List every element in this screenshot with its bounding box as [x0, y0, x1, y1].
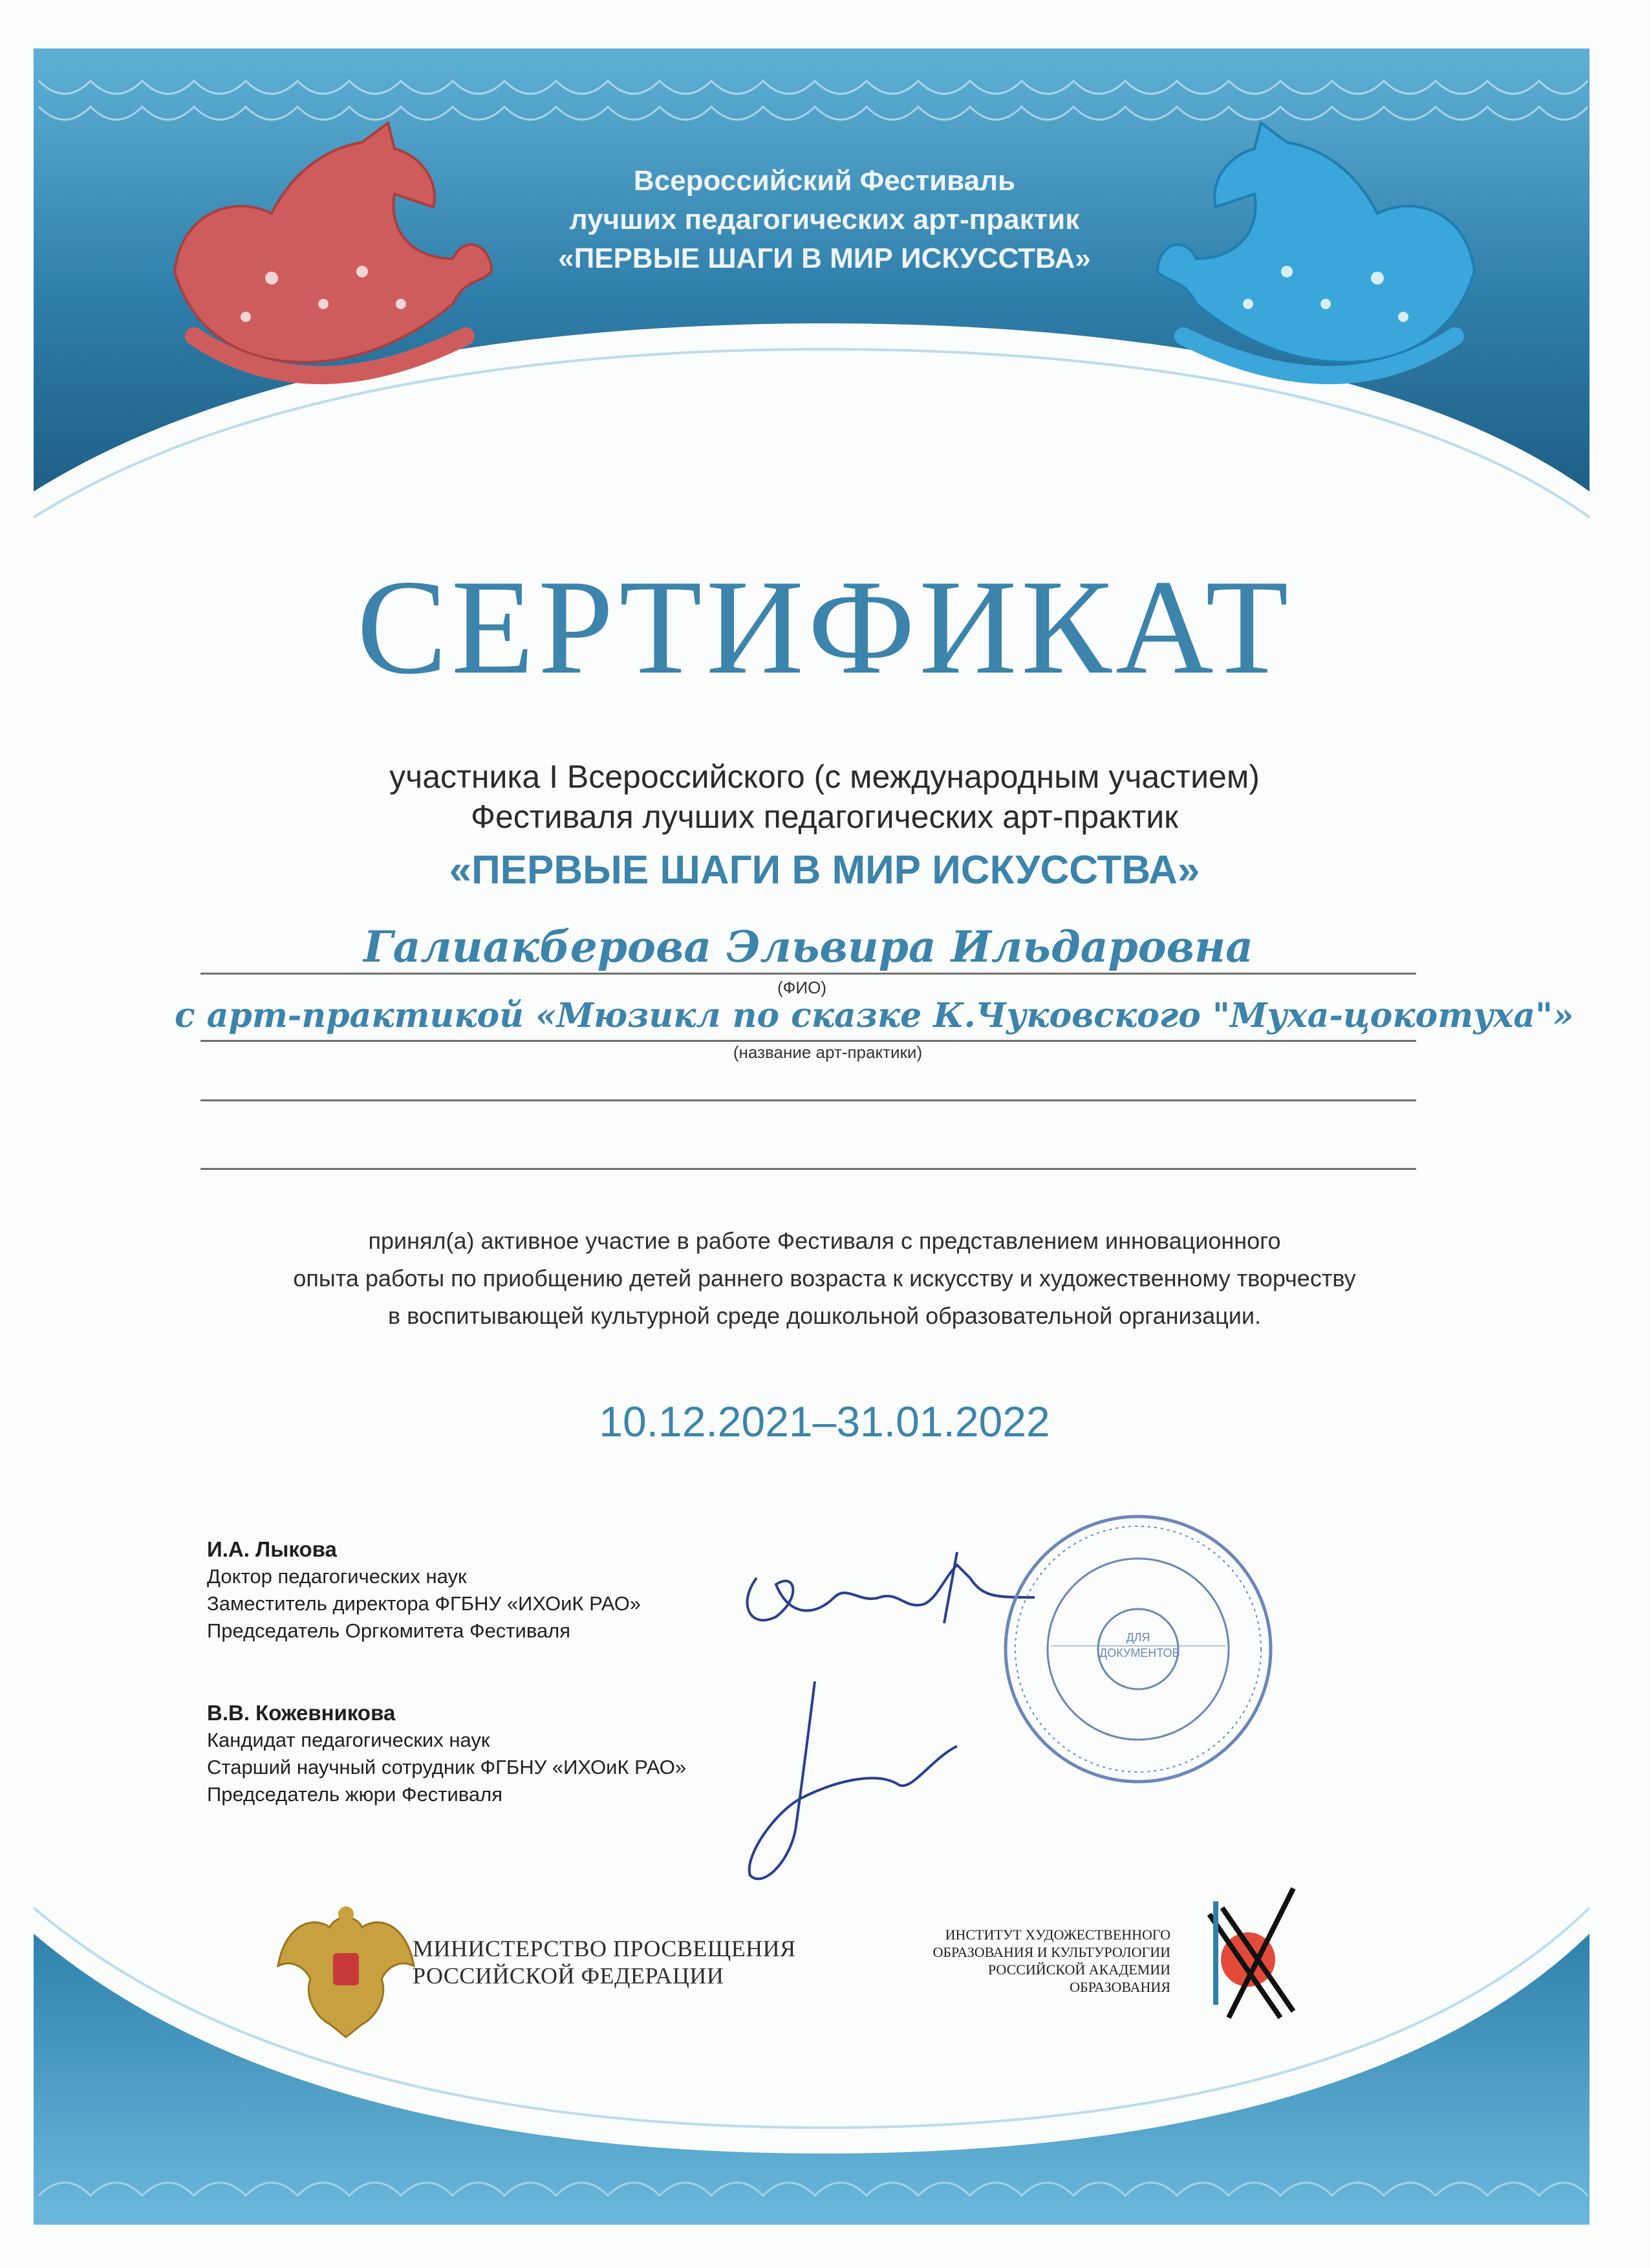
signatory-1-name: И.А. Лыкова — [207, 1537, 337, 1561]
participant-name: Галиакберова Эльвира Ильдаровна — [363, 922, 1253, 972]
institute-name — [860, 1926, 1170, 1996]
intro-line-2: Фестиваля лучших педагогических арт-практик — [470, 799, 1179, 835]
signatory-1-degree: Доктор педагогических наук — [207, 1565, 467, 1588]
name-underline — [200, 973, 1416, 975]
festival-header-title — [401, 162, 1248, 278]
signatory-2-degree: Кандидат педагогических наук — [207, 1729, 490, 1751]
festival-header-line2: лучших педагогических арт-практик — [569, 204, 1080, 235]
institute-logo-icon — [1209, 1888, 1293, 2018]
festival-header-line1: Всероссийский Фестиваль — [633, 165, 1016, 197]
festival-name: «ПЕРВЫЕ ШАГИ В МИР ИСКУССТВА» — [449, 848, 1200, 892]
ministry-name — [413, 1935, 796, 1989]
institute-line1: ИНСТИТУТ ХУДОЖЕСТВЕННОГО — [945, 1927, 1170, 1943]
signatory-2 — [207, 1700, 686, 1808]
body-line-1: принял(а) активное участие в работе Фестиваля с представлением инновационного — [368, 1227, 1281, 1254]
intro-line-1: участника I Всероссийского (с международным участием) — [389, 759, 1260, 795]
blank-line-1 — [200, 1099, 1416, 1101]
signatory-2-name: В.В. Кожевникова — [207, 1701, 396, 1725]
signatory-1 — [207, 1536, 641, 1645]
signatory-2-position: Старший научный сотрудник ФГБНУ «ИХОиК РАО» — [207, 1756, 687, 1778]
signatory-1-position: Заместитель директора ФГБНУ «ИХОиК РАО» — [207, 1592, 641, 1615]
signature-kozhevnikova — [749, 1681, 957, 1879]
ministry-line2: РОССИЙСКОЙ ФЕДЕРАЦИИ — [413, 1963, 724, 1989]
participant-caption: (ФИО) — [777, 978, 826, 997]
ministry-line1: МИНИСТЕРСТВО ПРОСВЕЩЕНИЯ — [413, 1936, 796, 1961]
festival-header-line3: «ПЕРВЫЕ ШАГИ В МИР ИСКУССТВА» — [558, 243, 1091, 274]
stamp-center-line2: ДОКУМЕНТОВ — [1099, 1647, 1180, 1659]
signatory-1-role: Председатель Оргкомитета Фестиваля — [207, 1619, 571, 1642]
blank-line-2 — [200, 1168, 1416, 1170]
institute-line4: ОБРАЗОВАНИЯ — [1070, 1979, 1170, 1995]
practice-underline — [200, 1040, 1416, 1042]
signatory-2-role: Председатель жюри Фестиваля — [207, 1783, 503, 1806]
practice-title: с арт-практикой «Мюзикл по сказке К.Чуковского "Муха-цокотуха"» — [175, 996, 1574, 1035]
body-line-3: в воспитывающей культурной среде дошкольной образовательной организации. — [388, 1302, 1261, 1329]
certificate-title: СЕРТИФИКАТ — [356, 552, 1293, 702]
stamp-center-line1: ДЛЯ — [1126, 1631, 1150, 1644]
institute-line3: РОССИЙСКОЙ АКАДЕМИИ — [987, 1961, 1170, 1978]
body-line-2: опыта работы по приобщению детей раннего возраста к искусству и художественному творчеству — [293, 1265, 1356, 1291]
signature-lykova — [748, 1552, 1035, 1623]
institute-line2: ОБРАЗОВАНИЯ И КУЛЬТУРОЛОГИИ — [932, 1944, 1170, 1960]
russia-emblem-icon — [278, 1906, 414, 2037]
practice-caption: (название арт-практики) — [733, 1042, 923, 1062]
festival-dates: 10.12.2021–31.01.2022 — [599, 1398, 1050, 1445]
stamp-center-text — [1099, 1630, 1180, 1661]
